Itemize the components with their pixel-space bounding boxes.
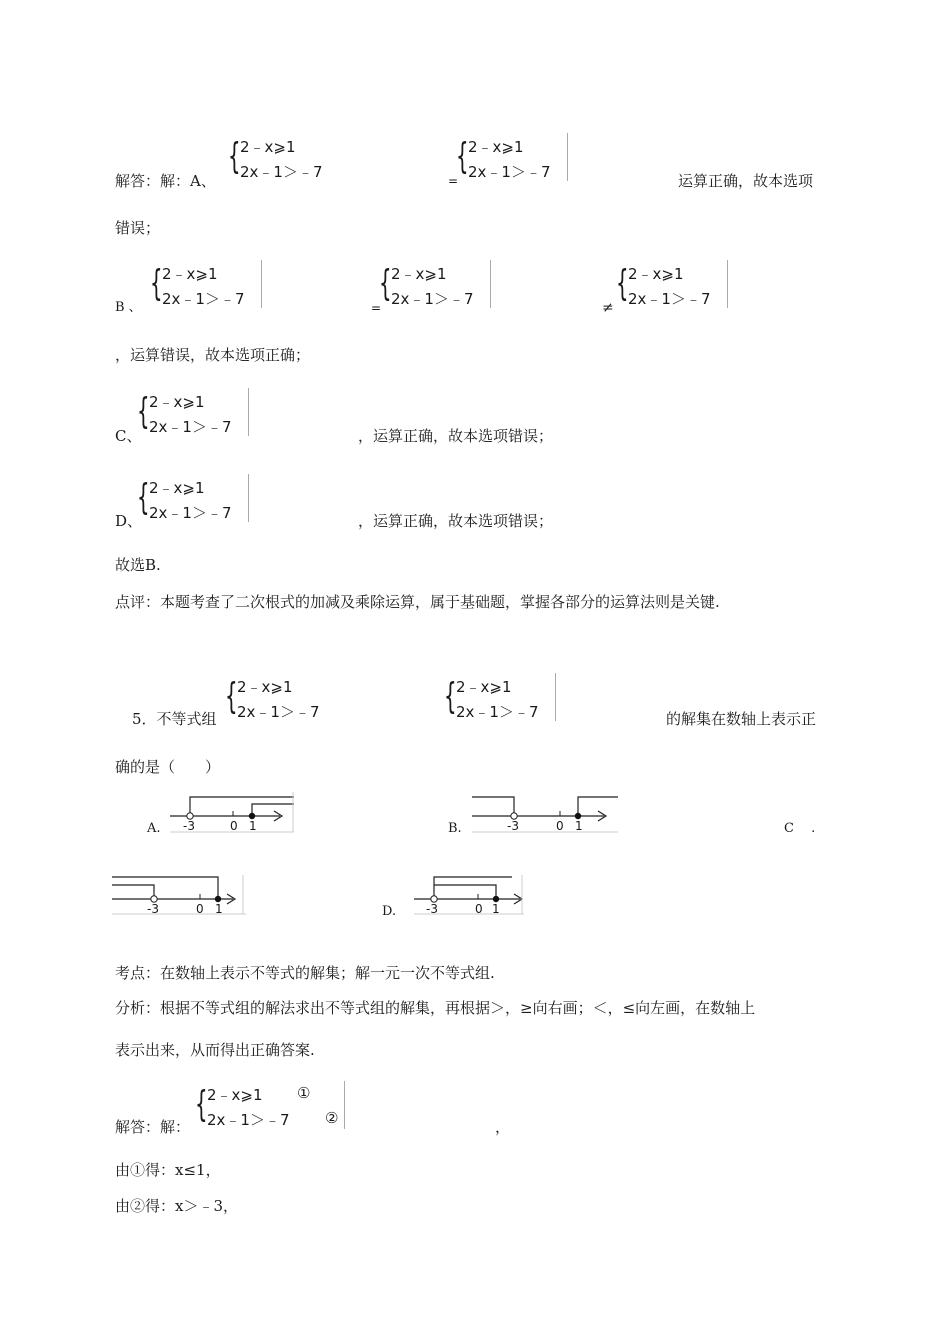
inequality-system-solution [195,1081,345,1129]
system-line1: 2﹣x⩾1 [149,393,205,411]
inequality-system-q5a [225,673,337,721]
tick-label-neg3: -3 [147,902,159,916]
tick-label-zero: 0 [196,902,204,916]
number-line-d [400,872,524,916]
number-line-b [472,792,618,834]
system-line2: 2x﹣1＞﹣7 [391,290,474,308]
system-line2: 2x﹣1＞﹣7 [468,163,551,181]
tick-label-zero: 0 [230,819,238,833]
circled-two: ② [325,1109,339,1127]
box-edge [555,673,556,721]
tick-label-neg3: -3 [183,819,195,833]
inequality-system-d [137,474,249,522]
inequality-system-b2 [379,260,491,308]
inequality-system-b3 [616,260,728,308]
answer-comment: 点评：本题考查了二次根式的加减及乘除运算，属于基础题，掌握各部分的运算法则是关键. [115,593,720,611]
jieda-prefix: 解答：解： [115,1118,191,1136]
brace-icon: { [456,136,469,177]
system-line2: 2x﹣1＞﹣7 [207,1111,290,1129]
number-line-c [112,872,246,916]
system-line1: 2﹣x⩾1 [237,678,293,696]
system-line1: 2﹣x⩾1 [162,265,218,283]
answer-c-prefix: C、 [115,427,142,445]
system-line2: 2x﹣1＞﹣7 [628,290,711,308]
tick-label-one: 1 [575,819,583,833]
option-d-label: D. [382,904,397,919]
brace-icon: { [225,676,238,717]
box-edge [248,474,249,522]
not-equal-sign: ≠ [602,300,614,316]
kaodian-text: 考点：在数轴上表示不等式的解集；解一元一次不等式组. [115,964,495,982]
option-a-label: A. [147,821,161,836]
brace-icon: { [137,391,150,432]
system-line1: 2﹣x⩾1 [240,138,296,156]
system-line2: 2x﹣1＞﹣7 [240,163,323,181]
tick-label-zero: 0 [556,819,564,833]
brace-icon: { [150,263,163,304]
system-line2: 2x﹣1＞﹣7 [237,703,320,721]
box-edge [727,260,728,308]
answer-b-result: ，运算错误，故本选项正确； [115,346,311,364]
box-edge [490,260,491,308]
system-line2: 2x﹣1＞﹣7 [456,703,539,721]
inequality-system-a2 [456,133,568,181]
brace-icon: { [379,263,392,304]
tick-label-one: 1 [249,819,257,833]
answer-d-result: ，运算正确，故本选项错误； [358,512,554,530]
brace-icon: { [616,263,629,304]
option-c-label: C . [784,821,816,836]
system-line2: 2x﹣1＞﹣7 [149,418,232,436]
system-line1: 2﹣x⩾1 [149,479,205,497]
inequality-system-b1 [150,260,262,308]
brace-icon: { [195,1084,208,1125]
question5-suffix-wrap: 确的是（ ） [115,758,221,776]
answer-d-prefix: D、 [115,512,143,530]
system-line1: 2﹣x⩾1 [456,678,512,696]
system-line2: 2x﹣1＞﹣7 [149,504,232,522]
brace-icon: { [444,676,457,717]
box-edge [248,388,249,436]
inequality-system-q5b [444,673,556,721]
inequality-system-a1 [228,133,340,181]
answer-a-result: 运算正确，故本选项 [678,172,814,190]
tick-label-neg3: -3 [507,819,519,833]
fenxi-text-line2: 表示出来，从而得出正确答案. [115,1041,315,1059]
system-line1: 2﹣x⩾1 [391,265,447,283]
tick-label-zero: 0 [475,902,483,916]
answer-choice: 故选B. [115,556,161,574]
system-line1: 2﹣x⩾1 [468,138,524,156]
system-line1: 2﹣x⩾1 [207,1086,263,1104]
tick-label-one: 1 [215,902,223,916]
brace-icon: { [137,477,150,518]
option-b-label: B. [448,821,462,836]
equals-sign: = [448,174,459,188]
box-edge [567,133,568,181]
step1-text: 由①得：x≤1， [115,1161,221,1179]
tick-label-one: 1 [492,902,500,916]
answer-a-result-wrap: 错误； [115,219,161,237]
system-line1: 2﹣x⩾1 [628,265,684,283]
number-line-a [170,792,294,834]
question5-prefix: 5．不等式组 [132,710,217,728]
box-edge [344,1081,345,1129]
answer-c-result: ，运算正确，故本选项错误； [358,427,554,445]
question5-suffix: 的解集在数轴上表示正 [666,710,817,728]
box-edge [261,260,262,308]
brace-icon: { [228,136,241,177]
answer-b-prefix: B 、 [115,300,142,315]
circled-one: ① [297,1084,311,1102]
fenxi-text-line1: 分析：根据不等式组的解法求出不等式组的解集，再根据＞，≥向右画；＜，≤向左画，在数轴上 [115,999,756,1017]
equals-sign: = [371,301,382,315]
answer-a-prefix: 解答：解：A、 [115,172,216,190]
jieda-comma: ， [495,1118,511,1136]
inequality-system-c [137,388,249,436]
tick-label-neg3: -3 [426,902,438,916]
system-line2: 2x﹣1＞﹣7 [162,290,245,308]
step2-text: 由②得：x＞﹣3， [115,1197,239,1215]
